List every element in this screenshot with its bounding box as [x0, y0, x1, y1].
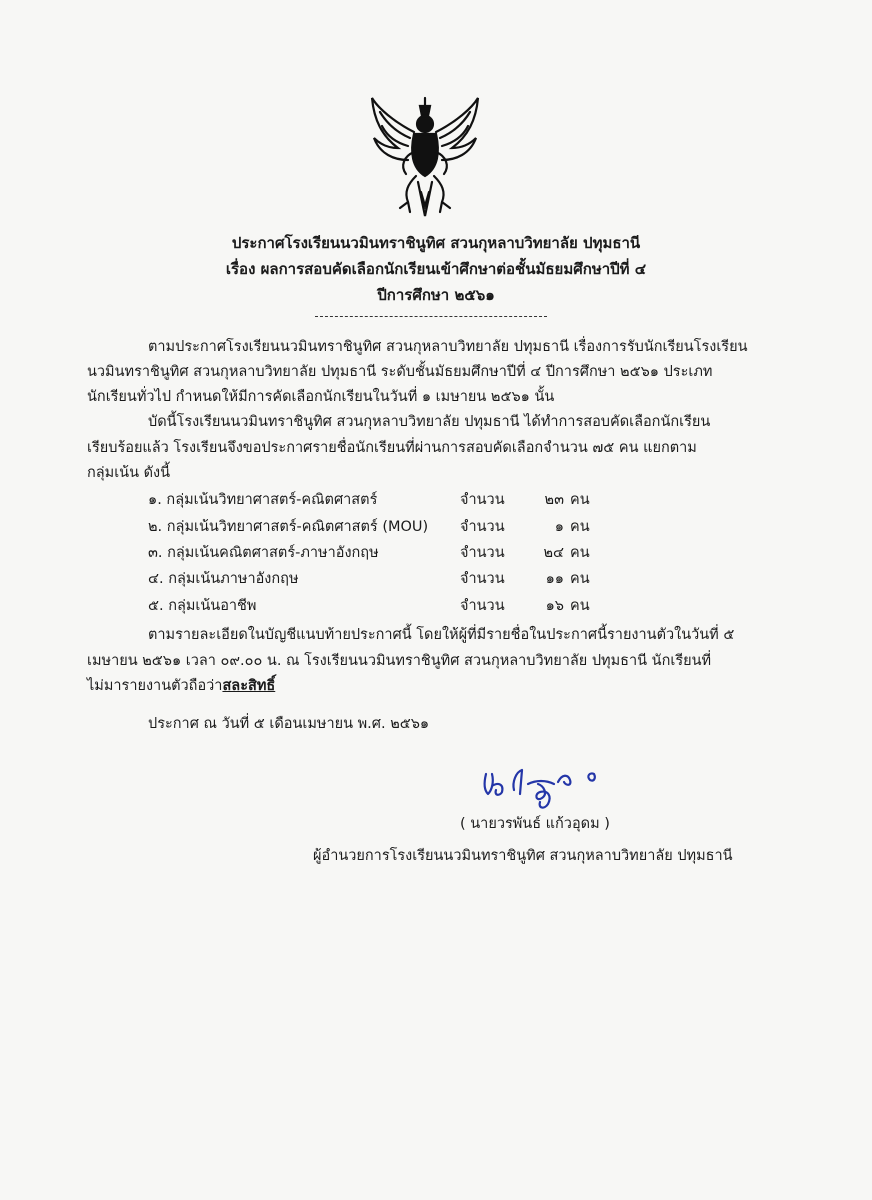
- group-item-count-label: จำนวน: [460, 571, 505, 587]
- group-item-count-label: จำนวน: [460, 492, 505, 508]
- group-item-count-label: จำนวน: [460, 519, 505, 535]
- group-item-count: ๒๓: [544, 492, 564, 508]
- forfeit-emphasis: สละสิทธิ์: [222, 678, 276, 694]
- group-item-count-label: จำนวน: [460, 545, 505, 561]
- group-item-name: ๓. กลุ่มเน้นคณิตศาสตร์-ภาษาอังกฤษ: [148, 545, 379, 561]
- paragraph-2-line-1: บัดนี้โรงเรียนนวมินทราชินูทิศ สวนกุหลาบวิทยาลัย ปทุมธานี ได้ทำการสอบคัดเลือกนักเรียน: [148, 414, 711, 430]
- paragraph-3-line-3: [87, 675, 275, 698]
- group-item-count: ๒๔: [543, 545, 564, 561]
- group-item-name: ๔. กลุ่มเน้นภาษาอังกฤษ: [148, 571, 299, 587]
- group-item-count: ๑๖: [545, 598, 564, 614]
- academic-year: ปีการศึกษา ๒๕๖๑: [377, 286, 495, 304]
- group-item-name: ๑. กลุ่มเน้นวิทยาศาสตร์-คณิตศาสตร์: [148, 492, 378, 508]
- signer-title: ผู้อำนวยการโรงเรียนนวมินทราชินูทิศ สวนกุหลาบวิทยาลัย ปทุมธานี: [313, 848, 733, 864]
- header-divider: [315, 316, 547, 317]
- group-item-unit: คน: [570, 519, 590, 535]
- announcement-subject: เรื่อง ผลการสอบคัดเลือกนักเรียนเข้าศึกษาต่อชั้นมัธยมศึกษาปีที่ ๔: [225, 260, 647, 278]
- group-item-name: ๒. กลุ่มเน้นวิทยาศาสตร์-คณิตศาสตร์ (MOU): [148, 519, 429, 535]
- announcement-header-line1: ประกาศโรงเรียนนวมินทราชินูทิศ สวนกุหลาบวิทยาลัย ปทุมธานี: [231, 234, 641, 252]
- paragraph-3-line-1: ตามรายละเอียดในบัญชีแนบท้ายประกาศนี้ โดยให้ผู้ที่มีรายชื่อในประกาศนี้รายงานตัวในวันที่ ๕: [148, 627, 735, 643]
- paragraph-2-line-2: เรียบร้อยแล้ว โรงเรียนจึงขอประกาศรายชื่อนักเรียนที่ผ่านการสอบคัดเลือกจำนวน ๗๕ คน แยกตาม: [87, 440, 697, 456]
- group-item-unit: คน: [570, 545, 590, 561]
- garuda-emblem-icon: [364, 92, 486, 220]
- group-item-count: ๑๑: [545, 571, 564, 587]
- paragraph-1-line-1: ตามประกาศโรงเรียนนวมินทราชินูทิศ สวนกุหลาบวิทยาลัย ปทุมธานี เรื่องการรับนักเรียนโรงเรียน: [148, 339, 748, 355]
- group-item-unit: คน: [570, 571, 590, 587]
- group-item-unit: คน: [570, 598, 590, 614]
- paragraph-1-line-3: นักเรียนทั่วไป กำหนดให้มีการคัดเลือกนักเรียนในวันที่ ๑ เมษายน ๒๕๖๑ นั้น: [87, 389, 555, 405]
- signer-name: ( นายวรพันธ์ แก้วอุดม ): [460, 816, 610, 832]
- announcement-date: ประกาศ ณ วันที่ ๕ เดือนเมษายน พ.ศ. ๒๕๖๑: [148, 716, 430, 732]
- group-item-count: ๑: [554, 519, 564, 535]
- signature-icon: [478, 760, 618, 812]
- paragraph-1-line-2: นวมินทราชินูทิศ สวนกุหลาบวิทยาลัย ปทุมธานี ระดับชั้นมัธยมศึกษาปีที่ ๔ ปีการศึกษา ๒๕๖๑ ประเภท: [87, 364, 713, 380]
- paragraph-2-line-3: กลุ่มเน้น ดังนี้: [87, 465, 171, 481]
- group-item-count-label: จำนวน: [460, 598, 505, 614]
- group-item-unit: คน: [570, 492, 590, 508]
- paragraph-3-line-3-text: ไม่มารายงานตัวถือว่า: [87, 678, 223, 694]
- group-item-name: ๕. กลุ่มเน้นอาชีพ: [148, 598, 257, 614]
- paragraph-3-line-2: เมษายน ๒๕๖๑ เวลา ๐๙.๐๐ น. ณ โรงเรียนนวมินทราชินูทิศ สวนกุหลาบวิทยาลัย ปทุมธานี นักเรียนที่: [87, 653, 712, 669]
